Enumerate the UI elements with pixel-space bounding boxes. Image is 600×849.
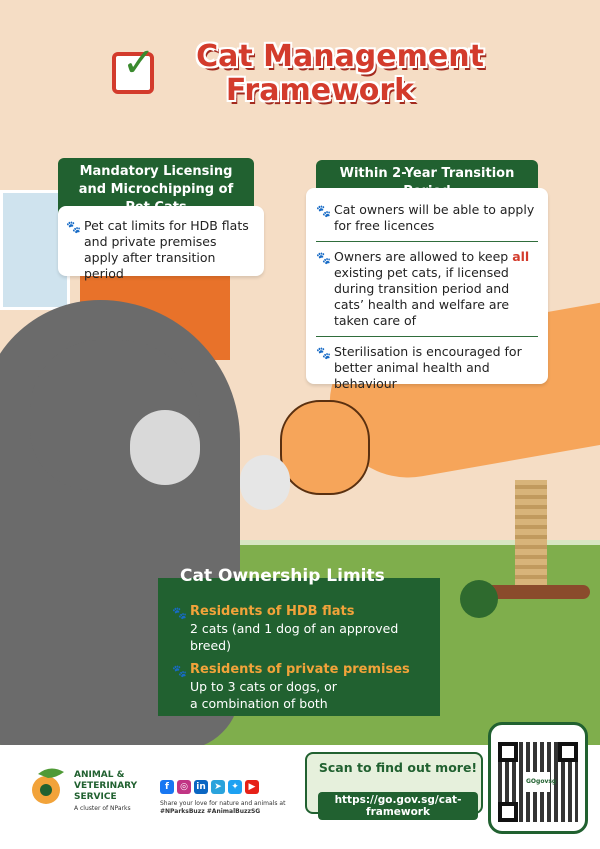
transition-bullet-2: [316, 249, 538, 329]
ownership-item-hdb-head: Residents of HDB flats: [190, 604, 355, 619]
share-text: [160, 800, 290, 816]
scan-title: Scan to find out more!: [318, 760, 478, 775]
facebook-icon[interactable]: f: [160, 780, 174, 794]
ownership-item-private-head: Residents of private premises: [190, 662, 410, 677]
page-title: [110, 40, 530, 108]
share-line1: Share your love for nature and animals at: [160, 800, 286, 807]
licensing-panel-header: Mandatory Licensing and Microchipping of: [58, 158, 254, 222]
yarn-ball-illustration: [460, 580, 498, 618]
ownership-item-private-text1: Up to 3 cats or dogs, or: [190, 679, 337, 694]
ownership-list: [172, 604, 434, 712]
licensing-bullet: [66, 218, 254, 282]
cat-face-illustration: [130, 410, 200, 485]
transition-bullet-1: [316, 202, 538, 234]
qr-label: GOgovsg: [526, 772, 550, 792]
avs-logo-icon: [30, 764, 70, 808]
logo-sub: A cluster of NParks: [74, 805, 131, 812]
checkmark-icon: ✓: [122, 40, 156, 86]
ownership-title: Cat Ownership Limits: [180, 566, 385, 586]
transition-panel-header: Within 2-Year Transition: [316, 160, 538, 206]
transition-bullet-3-text: Sterilisation is encouraged for better animal health and behaviour: [334, 344, 522, 391]
paw-icon: 🐾: [316, 204, 331, 218]
logo-line3: SERVICE: [74, 792, 117, 802]
licensing-bullet-text: Pet cat limits for HDB flats and private premises apply after transition period: [84, 218, 249, 281]
instagram-icon[interactable]: ◎: [177, 780, 191, 794]
avs-logo-text: [74, 770, 137, 814]
logo-line2: VETERINARY: [74, 781, 138, 791]
social-icons: [160, 780, 259, 794]
transition-bullet-1-text: Cat owners will be able to apply for free licences: [334, 202, 535, 233]
paw-icon: 🐾: [316, 346, 331, 360]
ownership-item-private: [172, 662, 434, 712]
paw-icon: 🐾: [66, 220, 81, 234]
qr-corner: [558, 742, 578, 762]
bullet2-highlight: all: [512, 249, 530, 264]
twitter-icon[interactable]: ✦: [228, 780, 242, 794]
transition-panel-body: [306, 188, 548, 391]
telegram-icon[interactable]: ➤: [211, 780, 225, 794]
bullet2-pre: Owners are allowed to keep: [334, 249, 509, 264]
ownership-item-hdb-text: 2 cats (and 1 dog of an approved breed): [190, 621, 399, 653]
scan-url-link[interactable]: https://go.gov.sg/cat-framework: [318, 792, 478, 820]
paw-icon: 🐾: [172, 606, 187, 620]
paw-icon: 🐾: [172, 664, 187, 678]
qr-corner: [498, 802, 518, 822]
ownership-item-hdb: [172, 604, 434, 654]
scratch-post-illustration: [515, 480, 547, 595]
transition-bullet-2-text: [334, 249, 538, 329]
ownership-item-private-text2: a combination of both: [190, 696, 328, 711]
youtube-icon[interactable]: ▶: [245, 780, 259, 794]
divider: [316, 336, 538, 337]
title-line2: Framework: [225, 73, 415, 108]
linkedin-icon[interactable]: in: [194, 780, 208, 794]
transition-bullet-3: [316, 344, 538, 392]
logo-line1: ANIMAL &: [74, 770, 125, 780]
paw-icon: 🐾: [316, 251, 331, 265]
bullet2-post: existing pet cats, if licensed during transition period and cats’ health and welfare are taken care of: [334, 265, 510, 328]
share-line2: #NParksBuzz #AnimalBuzzSG: [160, 808, 261, 815]
title-line1: Cat Management: [196, 39, 484, 74]
divider: [316, 241, 538, 242]
qr-corner: [498, 742, 518, 762]
licensing-panel-body: [58, 206, 264, 281]
cat-paw-illustration: [240, 455, 290, 510]
human-fist-illustration: [280, 400, 370, 495]
